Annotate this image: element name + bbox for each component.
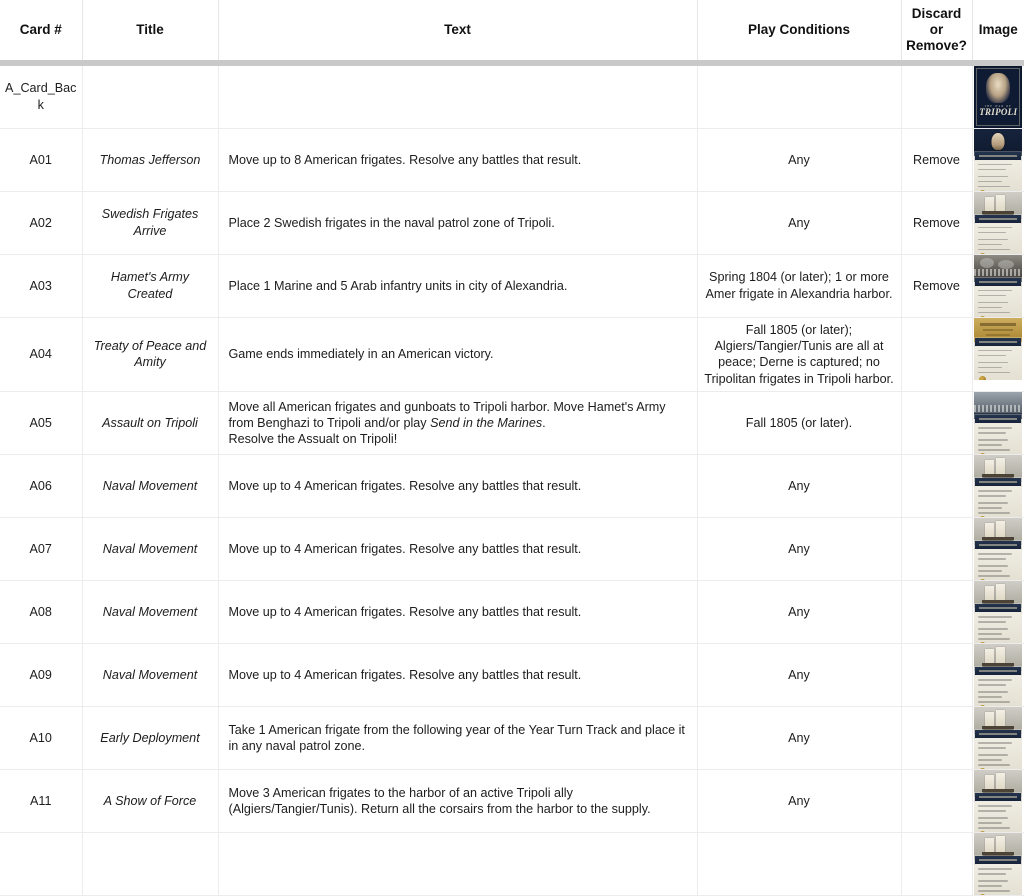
- table-row[interactable]: [0, 254, 1024, 317]
- cell-card-text: [218, 455, 697, 518]
- cell-card-image: [972, 392, 1024, 455]
- cell-play-conditions: Any: [697, 128, 901, 191]
- cell-discard-or-remove: [901, 707, 972, 770]
- cell-card-title: Assault on Tripoli: [82, 392, 218, 455]
- card-thumbnail-image[interactable]: [974, 255, 1022, 317]
- cell-card-image: [972, 191, 1024, 254]
- card-text-line: Place 2 Swedish frigates in the naval patrol zone of Tripoli.: [228, 215, 555, 230]
- cell-card-text: [218, 518, 697, 581]
- cell-card-text: [218, 317, 697, 391]
- card-thumbnail-image[interactable]: [974, 318, 1022, 380]
- card-thumbnail-image[interactable]: [974, 770, 1022, 832]
- table-row[interactable]: [0, 128, 1024, 191]
- cell-card-image: [972, 581, 1024, 644]
- table-body: [0, 66, 1024, 896]
- cell-play-conditions: Spring 1804 (or later); 1 or more Amer frigate in Alexandria harbor.: [697, 254, 901, 317]
- card-thumbnail-image[interactable]: [974, 833, 1022, 895]
- cell-card-image: [972, 128, 1024, 191]
- cell-discard-or-remove: [901, 770, 972, 833]
- table-row[interactable]: [0, 833, 1024, 896]
- table-row[interactable]: [0, 191, 1024, 254]
- column-header-play-conditions[interactable]: Play Conditions: [697, 0, 901, 60]
- cell-discard-or-remove: [901, 66, 972, 129]
- column-header-text[interactable]: Text: [218, 0, 697, 60]
- table-header: [0, 0, 1024, 66]
- cell-card-title: Treaty of Peace and Amity: [82, 317, 218, 391]
- cell-card-title: [82, 833, 218, 896]
- card-thumbnail-image[interactable]: [974, 455, 1022, 517]
- card-text-line: Move up to 8 American frigates. Resolve any battles that result.: [228, 152, 582, 167]
- cell-card-title: A Show of Force: [82, 770, 218, 833]
- cell-play-conditions: Any: [697, 770, 901, 833]
- cell-discard-or-remove: [901, 455, 972, 518]
- table-row[interactable]: [0, 770, 1024, 833]
- header-row: [0, 0, 1024, 60]
- cell-card-num: A05: [0, 392, 82, 455]
- card-text-line: Game ends immediately in an American victory.: [228, 347, 494, 362]
- cell-card-image: [972, 644, 1024, 707]
- cell-card-text: [218, 770, 697, 833]
- cell-discard-or-remove: [901, 518, 972, 581]
- cell-discard-or-remove: Remove: [901, 254, 972, 317]
- cell-card-text: [218, 392, 697, 455]
- cell-play-conditions: [697, 833, 901, 896]
- card-thumbnail-image[interactable]: [974, 518, 1022, 580]
- card-text-line: Move 3 American frigates to the harbor of an active Tripoli ally: [228, 785, 573, 800]
- cell-play-conditions: Fall 1805 (or later).: [697, 392, 901, 455]
- cell-play-conditions: Any: [697, 191, 901, 254]
- column-header-title[interactable]: Title: [82, 0, 218, 60]
- cell-discard-or-remove: [901, 581, 972, 644]
- table-row[interactable]: [0, 455, 1024, 518]
- cell-card-text: [218, 707, 697, 770]
- card-thumbnail-image[interactable]: THE WAR OF TRIPOLI: [974, 66, 1022, 128]
- column-header-card-num[interactable]: Card #: [0, 0, 82, 60]
- cell-play-conditions: [697, 66, 901, 129]
- cell-card-num: A07: [0, 518, 82, 581]
- table-row[interactable]: [0, 707, 1024, 770]
- card-text-line: Move up to 4 American frigates. Resolve any battles that result.: [228, 605, 582, 620]
- card-thumbnail-image[interactable]: [974, 392, 1022, 454]
- cell-discard-or-remove: Remove: [901, 128, 972, 191]
- card-text-line: in any naval patrol zone.: [228, 739, 366, 754]
- cell-card-image: [972, 833, 1024, 896]
- cell-discard-or-remove: [901, 833, 972, 896]
- card-thumbnail-image[interactable]: [974, 644, 1022, 706]
- cell-card-num: A01: [0, 128, 82, 191]
- cell-card-image: [972, 254, 1024, 317]
- card-text-line: Move all American frigates and gunboats to Tripoli harbor. Move Hamet's Army: [228, 399, 666, 414]
- table-row[interactable]: [0, 644, 1024, 707]
- cell-card-title: Swedish Frigates Arrive: [82, 191, 218, 254]
- cell-card-title: Naval Movement: [82, 644, 218, 707]
- cell-card-text: [218, 191, 697, 254]
- cell-card-text: [218, 581, 697, 644]
- cell-card-num: A11: [0, 770, 82, 833]
- cell-card-num: A10: [0, 707, 82, 770]
- cell-card-image: [972, 518, 1024, 581]
- cell-card-title: Naval Movement: [82, 455, 218, 518]
- table-row[interactable]: [0, 66, 1024, 129]
- card-text-line: Place 1 Marine and 5 Arab infantry units in city of Alexandria.: [228, 278, 568, 293]
- table-row[interactable]: [0, 317, 1024, 391]
- cell-discard-or-remove: [901, 644, 972, 707]
- cell-card-title: Naval Movement: [82, 581, 218, 644]
- cell-card-num: A04: [0, 317, 82, 391]
- card-text-line: Resolve the Assualt on Tripoli!: [228, 432, 398, 447]
- table-row[interactable]: [0, 581, 1024, 644]
- cell-discard-or-remove: [901, 392, 972, 455]
- cell-card-image: [972, 455, 1024, 518]
- cell-card-image: [972, 707, 1024, 770]
- cell-card-title: [82, 66, 218, 129]
- card-thumbnail-image[interactable]: [974, 129, 1022, 191]
- column-header-image[interactable]: Image: [972, 0, 1024, 60]
- cell-card-num: A08: [0, 581, 82, 644]
- card-thumbnail-image[interactable]: [974, 581, 1022, 643]
- cell-card-text: [218, 254, 697, 317]
- cell-play-conditions: Any: [697, 644, 901, 707]
- cell-card-num: A02: [0, 191, 82, 254]
- card-thumbnail-image[interactable]: [974, 707, 1022, 769]
- cell-play-conditions: Fall 1805 (or later); Algiers/Tangier/Tunis are all at peace; Derne is captured; no Tripolitan frigates in Tripoli harbor.: [697, 317, 901, 391]
- cell-card-text: [218, 833, 697, 896]
- table-row[interactable]: [0, 518, 1024, 581]
- card-text-line: Move up to 4 American frigates. Resolve any battles that result.: [228, 542, 582, 557]
- cell-card-num: A06: [0, 455, 82, 518]
- card-text-line: Move up to 4 American frigates. Resolve any battles that result.: [228, 479, 582, 494]
- cell-card-text: [218, 644, 697, 707]
- cell-card-text: [218, 66, 697, 129]
- card-text-line: from Benghazi to Tripoli and/or play Send in the Marines.: [228, 416, 546, 431]
- card-text-line: (Algiers/Tangier/Tunis). Return all the corsairs from the harbor to the supply.: [228, 802, 651, 817]
- cell-card-num: A_Card_Back: [0, 66, 82, 129]
- cell-card-image: [972, 317, 1024, 391]
- cell-card-num: A09: [0, 644, 82, 707]
- cell-play-conditions: Any: [697, 518, 901, 581]
- cell-card-title: Thomas Jefferson: [82, 128, 218, 191]
- cell-discard-or-remove: Remove: [901, 191, 972, 254]
- cell-card-text: [218, 128, 697, 191]
- cell-card-image: [972, 66, 1024, 129]
- cell-card-image: [972, 770, 1024, 833]
- cell-card-num: A03: [0, 254, 82, 317]
- cell-card-title: Hamet's Army Created: [82, 254, 218, 317]
- cell-card-num: [0, 833, 82, 896]
- card-thumbnail-image[interactable]: [974, 192, 1022, 254]
- card-text-line: Take 1 American frigate from the following year of the Year Turn Track and place it: [228, 722, 685, 737]
- card-text-line: Move up to 4 American frigates. Resolve any battles that result.: [228, 668, 582, 683]
- column-header-discard-or-remove[interactable]: Discard or Remove?: [901, 0, 972, 60]
- cell-card-title: Early Deployment: [82, 707, 218, 770]
- cell-card-title: Naval Movement: [82, 518, 218, 581]
- cell-play-conditions: Any: [697, 707, 901, 770]
- cell-play-conditions: Any: [697, 581, 901, 644]
- table-row[interactable]: [0, 392, 1024, 455]
- cell-discard-or-remove: [901, 317, 972, 391]
- cell-play-conditions: Any: [697, 455, 901, 518]
